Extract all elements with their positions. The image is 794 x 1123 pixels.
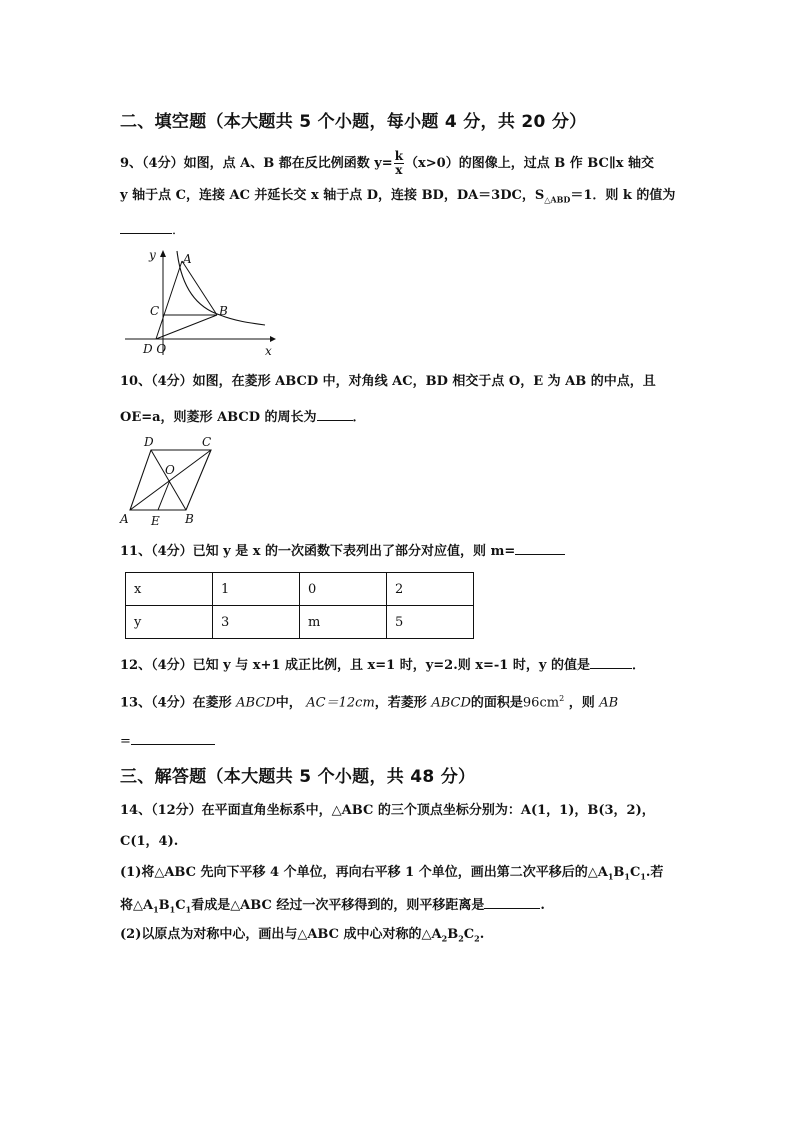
q9-label-y: y <box>149 248 156 262</box>
q9-label-b: B <box>219 304 228 318</box>
q14-l4-a: 将△A <box>120 898 154 913</box>
q9-suffix: （x>0）的图像上，过点 B 作 BC∥x 轴交 <box>405 156 655 171</box>
q14-l4-s1: 1 <box>153 904 159 915</box>
q14-l3-s2: 1 <box>624 871 630 882</box>
q11-text: 11、（4分）已知 y 是 x 的一次函数下表列出了部分对应值，则 m= <box>120 544 516 559</box>
q14-l4-s3: 1 <box>185 904 192 915</box>
question-14-line-3 <box>120 864 663 886</box>
question-9-line-2 <box>120 187 675 209</box>
q9-prefix: 9、（4分）如图，点 A、B 都在反比例函数 y= <box>120 156 393 171</box>
q10-label-a: A <box>120 512 129 526</box>
question-14-line-1: 14、（12分）在平面直角坐标系中，△ABC 的三个顶点坐标分别为：A(1，1)，B(3，2)， <box>120 803 655 818</box>
q14-l5-s3: 2 <box>474 933 480 944</box>
q12-period: ． <box>631 658 645 673</box>
q14-l4-b: B <box>158 898 170 913</box>
table-cell: 3 <box>213 606 300 639</box>
q14-l4-c: C <box>175 898 186 913</box>
q13-text-e: ，则 <box>568 695 595 711</box>
q14-l3-d: .若 <box>645 865 664 880</box>
q12-text: 12、（4分）已知 y 与 x+1 成正比例，且 x=1 时，y=2.则 x=-1 时，y 的值是 <box>120 658 590 673</box>
table-cell: m <box>300 606 387 639</box>
question-11-line-1 <box>120 540 565 561</box>
q13-area-value: 96cm <box>522 695 560 711</box>
q14-l3-b: B <box>613 865 625 880</box>
q10-label-e: E <box>151 514 160 528</box>
q9-answer-blank[interactable] <box>120 219 172 234</box>
q13-area-sup: 2 <box>559 694 565 703</box>
q9-line2-end: ＝1．则 k 的值为 <box>570 188 676 203</box>
q9-label-x: x <box>265 344 272 358</box>
q13-answer-blank[interactable] <box>131 730 215 745</box>
q9-frac-den: x <box>395 163 403 177</box>
q14-l3-s3: 1 <box>640 871 646 882</box>
q13-text-d: 的面积是 <box>470 695 523 711</box>
q13-abcd-2: ABCD <box>431 695 471 711</box>
q10-label-o: O <box>165 463 175 477</box>
table-cell: x <box>126 573 213 606</box>
q14-l4-d: 看成是△ABC 经过一次平移得到的，则平移距离是 <box>191 898 485 913</box>
q12-answer-blank[interactable] <box>590 654 632 669</box>
section-title-answers: 三、解答题（本大题共 5 个小题，共 48 分） <box>120 767 476 787</box>
table-cell: 2 <box>387 573 474 606</box>
q11-answer-blank[interactable] <box>515 540 565 555</box>
q9-label-do: D O <box>143 342 167 356</box>
q13-text-c: ，若菱形 <box>374 695 427 711</box>
q13-ac-value: AC＝12cm <box>306 695 375 711</box>
q9-period: ． <box>172 223 186 238</box>
q13-ab: AB <box>599 695 619 711</box>
table-cell: y <box>126 606 213 639</box>
question-10-line-2 <box>120 406 366 427</box>
q10-period: ． <box>352 410 366 425</box>
q9-fraction <box>394 150 404 177</box>
question-13-line-2 <box>120 730 215 751</box>
q13-text-a: 13、（4分）在菱形 <box>120 695 232 711</box>
q14-l5-a: (2)以原点为对称中心，画出与△ABC 成中心对称的△A <box>120 927 442 942</box>
question-14-line-5 <box>120 926 484 948</box>
q10-figure <box>118 432 218 527</box>
q14-l5-b: B <box>447 927 459 942</box>
q13-equals: = <box>120 734 131 749</box>
q14-l5-c: C <box>463 927 475 942</box>
q9-label-c: C <box>150 304 160 318</box>
q14-answer-blank[interactable] <box>484 894 540 909</box>
table-cell: 5 <box>387 606 474 639</box>
q11-value-table <box>125 572 474 639</box>
question-10-line-1: 10、（4分）如图，在菱形 ABCD 中，对角线 AC，BD 相交于点 O，E 为 AB 的中点，且 <box>120 374 656 389</box>
q9-figure <box>125 245 285 360</box>
q14-l5-d: . <box>479 927 485 942</box>
question-14-line-4 <box>120 894 545 919</box>
question-12-line-1 <box>120 654 645 675</box>
q10-answer-blank[interactable] <box>317 406 353 421</box>
table-row <box>126 573 474 606</box>
q9-frac-num: k <box>394 149 404 163</box>
q14-l3-c: C <box>629 865 641 880</box>
q14-l3-a: (1)将△ABC 先向下平移 4 个单位，再向右平移 1 个单位，画出第二次平移后的△A <box>120 865 608 880</box>
q13-abcd: ABCD <box>236 695 276 711</box>
question-9-line-3 <box>120 219 185 240</box>
question-9-line-1 <box>120 150 654 177</box>
section-title-fill-in: 二、填空题（本大题共 5 个小题，每小题 4 分，共 20 分） <box>120 112 587 132</box>
question-14-line-2: C(1，4). <box>120 834 179 849</box>
q14-l4-end: . <box>540 898 545 913</box>
q14-l5-s2: 2 <box>458 933 464 944</box>
question-13-line-1 <box>120 690 618 712</box>
q10-line2-text: OE=a，则菱形 ABCD 的周长为 <box>120 410 317 425</box>
q14-l5-s1: 2 <box>441 933 448 944</box>
q9-label-a: A <box>183 252 192 266</box>
q14-l3-s1: 1 <box>607 871 614 882</box>
table-cell: 1 <box>213 573 300 606</box>
q10-label-c: C <box>202 435 212 449</box>
q14-l4-s2: 1 <box>169 904 176 915</box>
table-cell: 0 <box>300 573 387 606</box>
q9-area-subscript: △ABD <box>544 194 571 205</box>
q13-text-b: 中， <box>275 695 302 711</box>
q10-label-d: D <box>144 435 154 449</box>
q9-line2-text: y 轴于点 C，连接 AC 并延长交 x 轴于点 D，连接 BD，DA＝3DC，S <box>120 188 545 203</box>
q10-label-b: B <box>185 512 194 526</box>
table-row <box>126 606 474 639</box>
